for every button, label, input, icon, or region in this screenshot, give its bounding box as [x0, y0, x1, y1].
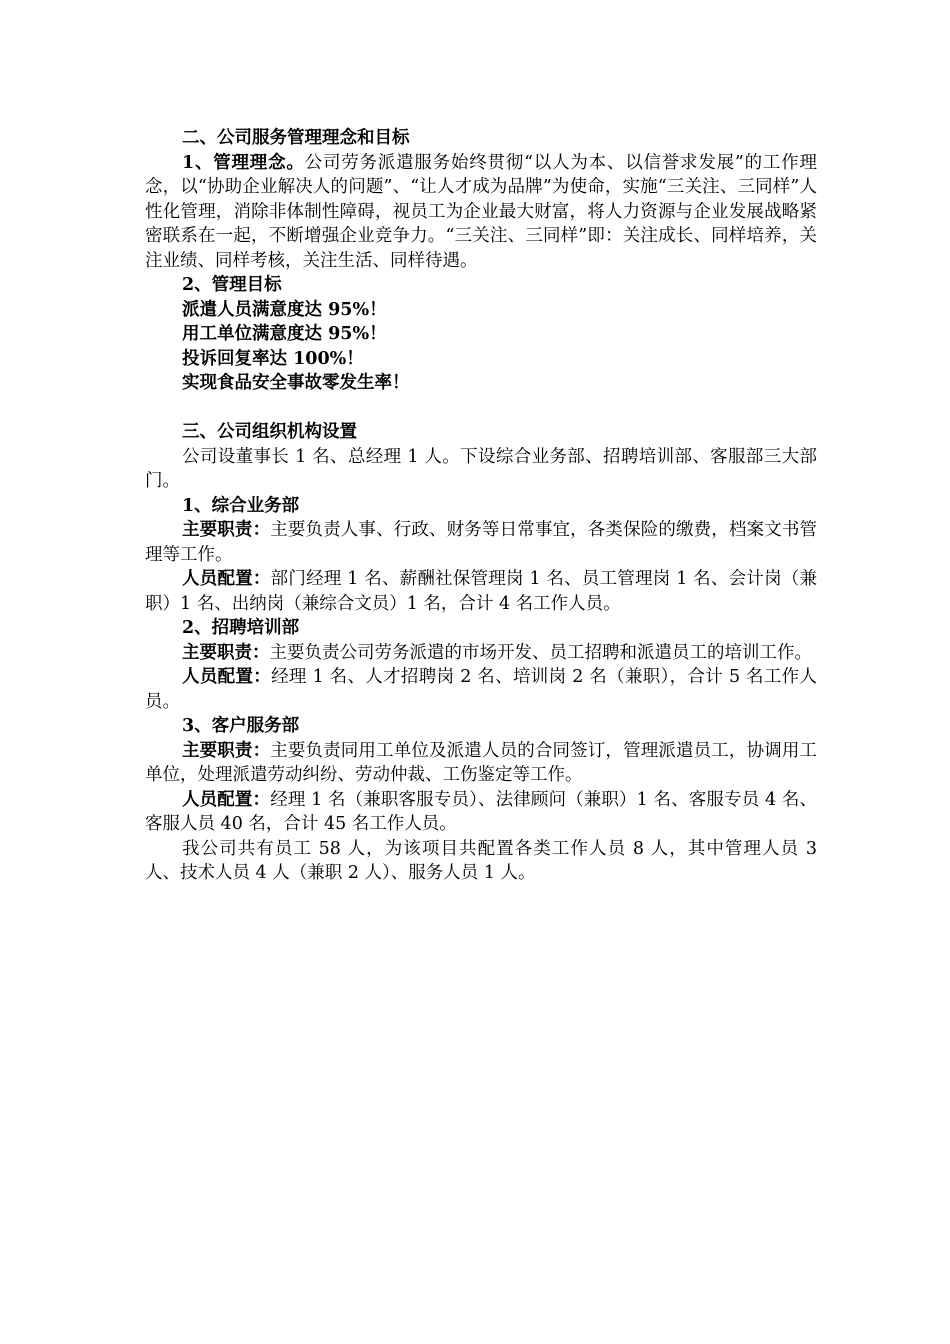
management-idea-paragraph — [145, 151, 817, 274]
document-page — [145, 126, 817, 886]
department-duty — [145, 518, 817, 567]
duty-label: 主要职责： — [182, 642, 270, 663]
department-title: 1、综合业务部 — [182, 495, 300, 516]
section-3-heading: 三、公司组织机构设置 — [182, 422, 357, 442]
staff-text: 经理 1 名、人才招聘岗 2 名、培训岗 2 名（兼职），合计 5 名工作人员。 — [145, 667, 817, 712]
goal-item: 实现食品安全事故零发生率！ — [182, 373, 410, 393]
staff-label: 人员配置： — [182, 569, 271, 589]
management-idea-text: 公司劳务派遣服务始终贯彻“以人为本、以信誉求发展”的工作理念，以“协助企业解决人的问题”、“让人才成为品牌”为使命，实施“三关注、三同样”人性化管理，消除非体制性障碍，视员工为企业最大财富，将人力资源与企业发展战略紧密联系在一起，不断增强企业竞争力。“三关注、三同样”即：关注成长、同样培养，关注业绩、同样考核，关注生活、同样待遇。 — [145, 152, 817, 271]
duty-label: 主要职责： — [182, 520, 271, 540]
duty-text: 主要负责公司劳务派遣的市场开发、员工招聘和派遣员工的培训工作。 — [269, 642, 812, 663]
department-duty — [145, 739, 817, 788]
management-goal-heading: 2、管理目标 — [182, 275, 282, 295]
duty-text: 主要负责人事、行政、财务等日常事宜，各类保险的缴费，档案文书管理等工作。 — [145, 520, 818, 565]
goal-item: 派遣人员满意度达 95%！ — [182, 299, 387, 320]
section-spacer — [145, 396, 817, 421]
section-2-heading: 二、公司服务管理理念和目标 — [182, 128, 410, 148]
staff-label: 人员配置： — [182, 789, 271, 810]
duty-text: 主要负责同用工单位及派遣人员的合同签订，管理派遣员工，协调用工单位，处理派遣劳动纠纷、劳动仲裁、工伤鉴定等工作。 — [145, 740, 818, 785]
management-idea-label: 1、管理理念。 — [182, 152, 305, 173]
department-staff — [145, 665, 817, 714]
department-staff — [145, 567, 817, 616]
staffing-summary: 我公司共有员工 58 人，为该项目共配置各类工作人员 8 人，其中管理人员 3 人、技术人员 4 人（兼职 2 人）、服务人员 1 人。 — [145, 838, 817, 883]
goal-item: 用工单位满意度达 95%！ — [182, 324, 387, 344]
department-duty — [145, 641, 817, 666]
staff-text: 经理 1 名（兼职客服专员）、法律顾问（兼职）1 名、客服专员 4 名、客服人员 40 名，合计 45 名工作人员。 — [145, 789, 818, 834]
department-staff — [145, 788, 817, 837]
goal-item: 投诉回复率达 100%！ — [182, 348, 364, 369]
department-title: 2、招聘培训部 — [182, 618, 300, 638]
department-title: 3、客户服务部 — [182, 716, 300, 736]
staff-text: 部门经理 1 名、薪酬社保管理岗 1 名、员工管理岗 1 名、会计岗（兼职）1 名、出纳岗（兼综合文员）1 名，合计 4 名工作人员。 — [145, 569, 818, 614]
organization-intro: 公司设董事长 1 名、总经理 1 人。下设综合业务部、招聘培训部、客服部三大部门。 — [145, 446, 817, 491]
staff-label: 人员配置： — [182, 667, 272, 687]
duty-label: 主要职责： — [182, 740, 271, 761]
